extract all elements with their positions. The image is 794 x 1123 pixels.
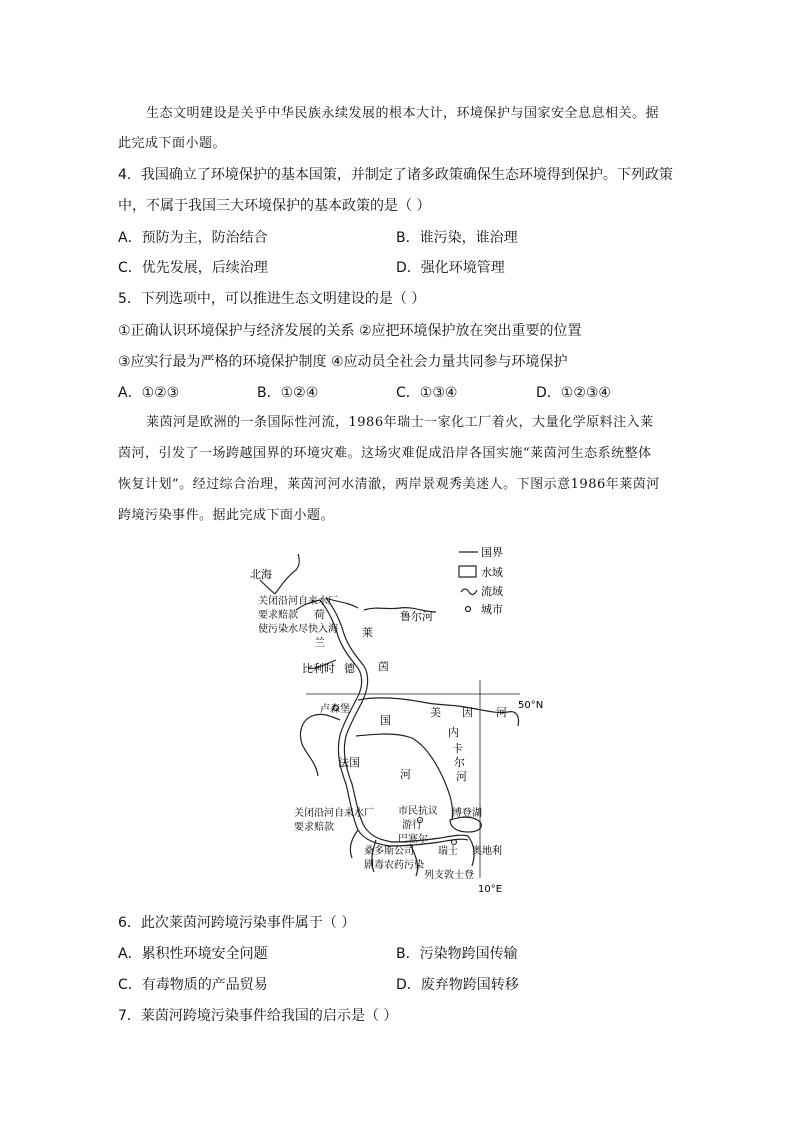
- label-netherlands-2: 兰: [314, 636, 325, 649]
- label-neckar-2: 卡: [452, 742, 463, 755]
- bodensee-lake: [450, 817, 481, 832]
- label-main-1: 美: [430, 706, 441, 719]
- label-netherlands-1: 荷: [314, 608, 325, 621]
- legend-water-symbol: [459, 566, 476, 577]
- label-ruhr-river: 鲁尔河: [400, 610, 433, 623]
- intro-passage-1-line-1: 生态文明建设是关乎中华民族永续发展的根本大计，环境保护与国家安全息息相关。据: [146, 106, 660, 121]
- label-lon-10e: 10°E: [478, 884, 503, 895]
- label-neckar-4: 河: [456, 770, 467, 783]
- label-protest-2: 游行: [402, 820, 422, 831]
- question-4-option-a: A．预防为主，防治结合: [118, 230, 268, 246]
- question-6-option-a: A．累积性环境安全问题: [118, 946, 268, 962]
- label-austria: 奥地利: [472, 846, 502, 857]
- legend-water-label: 水域: [481, 566, 503, 579]
- question-5-stem: 5．下列选项中，可以推进生态文明建设的是（ ）: [118, 291, 426, 307]
- label-sandoz-1: 桑多斯公司: [364, 846, 414, 857]
- legend-city-label: 城市: [481, 603, 503, 616]
- question-4-option-b: B．谁污染，谁治理: [396, 230, 518, 246]
- label-note-top-2: 要求赔款: [258, 610, 298, 621]
- intro-passage-2-line-2: 茵河，引发了一场跨越国界的环境灾难。这场灾难促成沿岸各国实施“莱茵河生态系统整体: [118, 446, 652, 461]
- moselle-river: [300, 714, 340, 776]
- question-6-stem: 6．此次莱茵河跨境污染事件属于（ ）: [118, 915, 356, 931]
- legend-basin-symbol: [461, 589, 477, 595]
- question-4-option-c: C．优先发展，后续治理: [118, 260, 268, 276]
- label-liechtenstein: 列支敦士登: [424, 870, 474, 881]
- label-north-sea: 北海: [250, 568, 272, 581]
- label-note-top-1: 关闭沿河自来水厂: [258, 596, 338, 607]
- label-main-2: 因: [462, 706, 473, 719]
- question-6-option-c: C．有毒物质的产品贸易: [118, 977, 268, 993]
- label-belgium: 比利时: [302, 662, 335, 675]
- label-luxembourg: 卢森堡: [320, 704, 350, 715]
- label-sandoz-2: 剧毒农药污染: [364, 860, 424, 871]
- legend-city-symbol: [466, 607, 471, 612]
- label-note-bottom-2: 要求赔款: [294, 822, 334, 833]
- intro-passage-1-line-2: 此完成下面小题。: [118, 136, 227, 151]
- question-5-option-c: C．①③④: [396, 385, 458, 401]
- intro-passage-2-line-3: 恢复计划”。经过综合治理，莱茵河河水清澈，两岸景观秀美迷人。下图示意1986年莱茵河: [118, 477, 660, 492]
- question-4-stem-line-1: 4．我国确立了环境保护的基本国策，并制定了诸多政策确保生态环境得到保护。下列政策: [118, 167, 673, 183]
- question-5-option-d: D．①②③④: [536, 385, 611, 401]
- label-rhine-1: 莱: [362, 626, 373, 639]
- rhine-river-bank-2: [326, 598, 468, 842]
- intro-passage-2-line-4: 跨境污染事件。据此完成下面小题。: [118, 508, 335, 523]
- question-5-option-b: B．①②④: [257, 385, 319, 401]
- label-neckar-1: 内: [448, 726, 459, 739]
- question-5-statements-1-2: ①正确认识环境保护与经济发展的关系 ②应把环境保护放在突出重要的位置: [118, 323, 582, 339]
- label-neckar-3: 尔: [454, 756, 465, 769]
- label-germany-1: 德: [344, 662, 355, 675]
- question-7-stem: 7．莱茵河跨境污染事件给我国的启示是（ ）: [118, 1008, 398, 1024]
- label-rhine-2: 茵: [378, 660, 389, 673]
- map-legend: [459, 546, 503, 616]
- label-france: 法国: [338, 756, 360, 769]
- main-river: [358, 698, 470, 708]
- legend-border-label: 国界: [481, 546, 503, 559]
- label-lat-50n: 50°N: [518, 700, 544, 711]
- label-note-top-3: 使污染水尽快入海: [258, 624, 338, 635]
- coastline-west: [260, 580, 275, 594]
- question-5-option-a: A．①②③: [118, 385, 180, 401]
- label-bodensee: 博登湖: [452, 808, 482, 819]
- label-protest-1: 市民抗议: [398, 806, 438, 817]
- question-6-option-d: D．废弃物跨国转移: [396, 977, 519, 993]
- question-5-statements-3-4: ③应实行最为严格的环境保护制度 ④应动员全社会力量共同参与环境保护: [118, 354, 568, 370]
- question-6-option-b: B．污染物跨国传输: [396, 946, 518, 962]
- north-sea-coastline: [275, 554, 299, 594]
- question-4-stem-line-2: 中，不属于我国三大环境保护的基本政策的是（ ）: [118, 198, 431, 214]
- label-main-3: 河: [496, 706, 507, 719]
- legend-basin-label: 流域: [481, 585, 503, 598]
- intro-passage-2-line-1: 莱茵河是欧洲的一条国际性河流，1986年瑞士一家化工厂着火，大量化学原料注入莱: [146, 415, 654, 430]
- label-note-bottom-1: 关闭沿河自来水厂: [294, 808, 374, 819]
- label-basel: 巴塞尔: [398, 834, 428, 845]
- rhine-pollution-map: [240, 540, 550, 900]
- question-4-option-d: D．强化环境管理: [396, 260, 505, 276]
- label-switzerland: 瑞士: [438, 846, 458, 857]
- label-germany-2: 国: [380, 714, 391, 727]
- main-river-upper: [470, 708, 519, 726]
- label-rhine-3: 河: [400, 768, 411, 781]
